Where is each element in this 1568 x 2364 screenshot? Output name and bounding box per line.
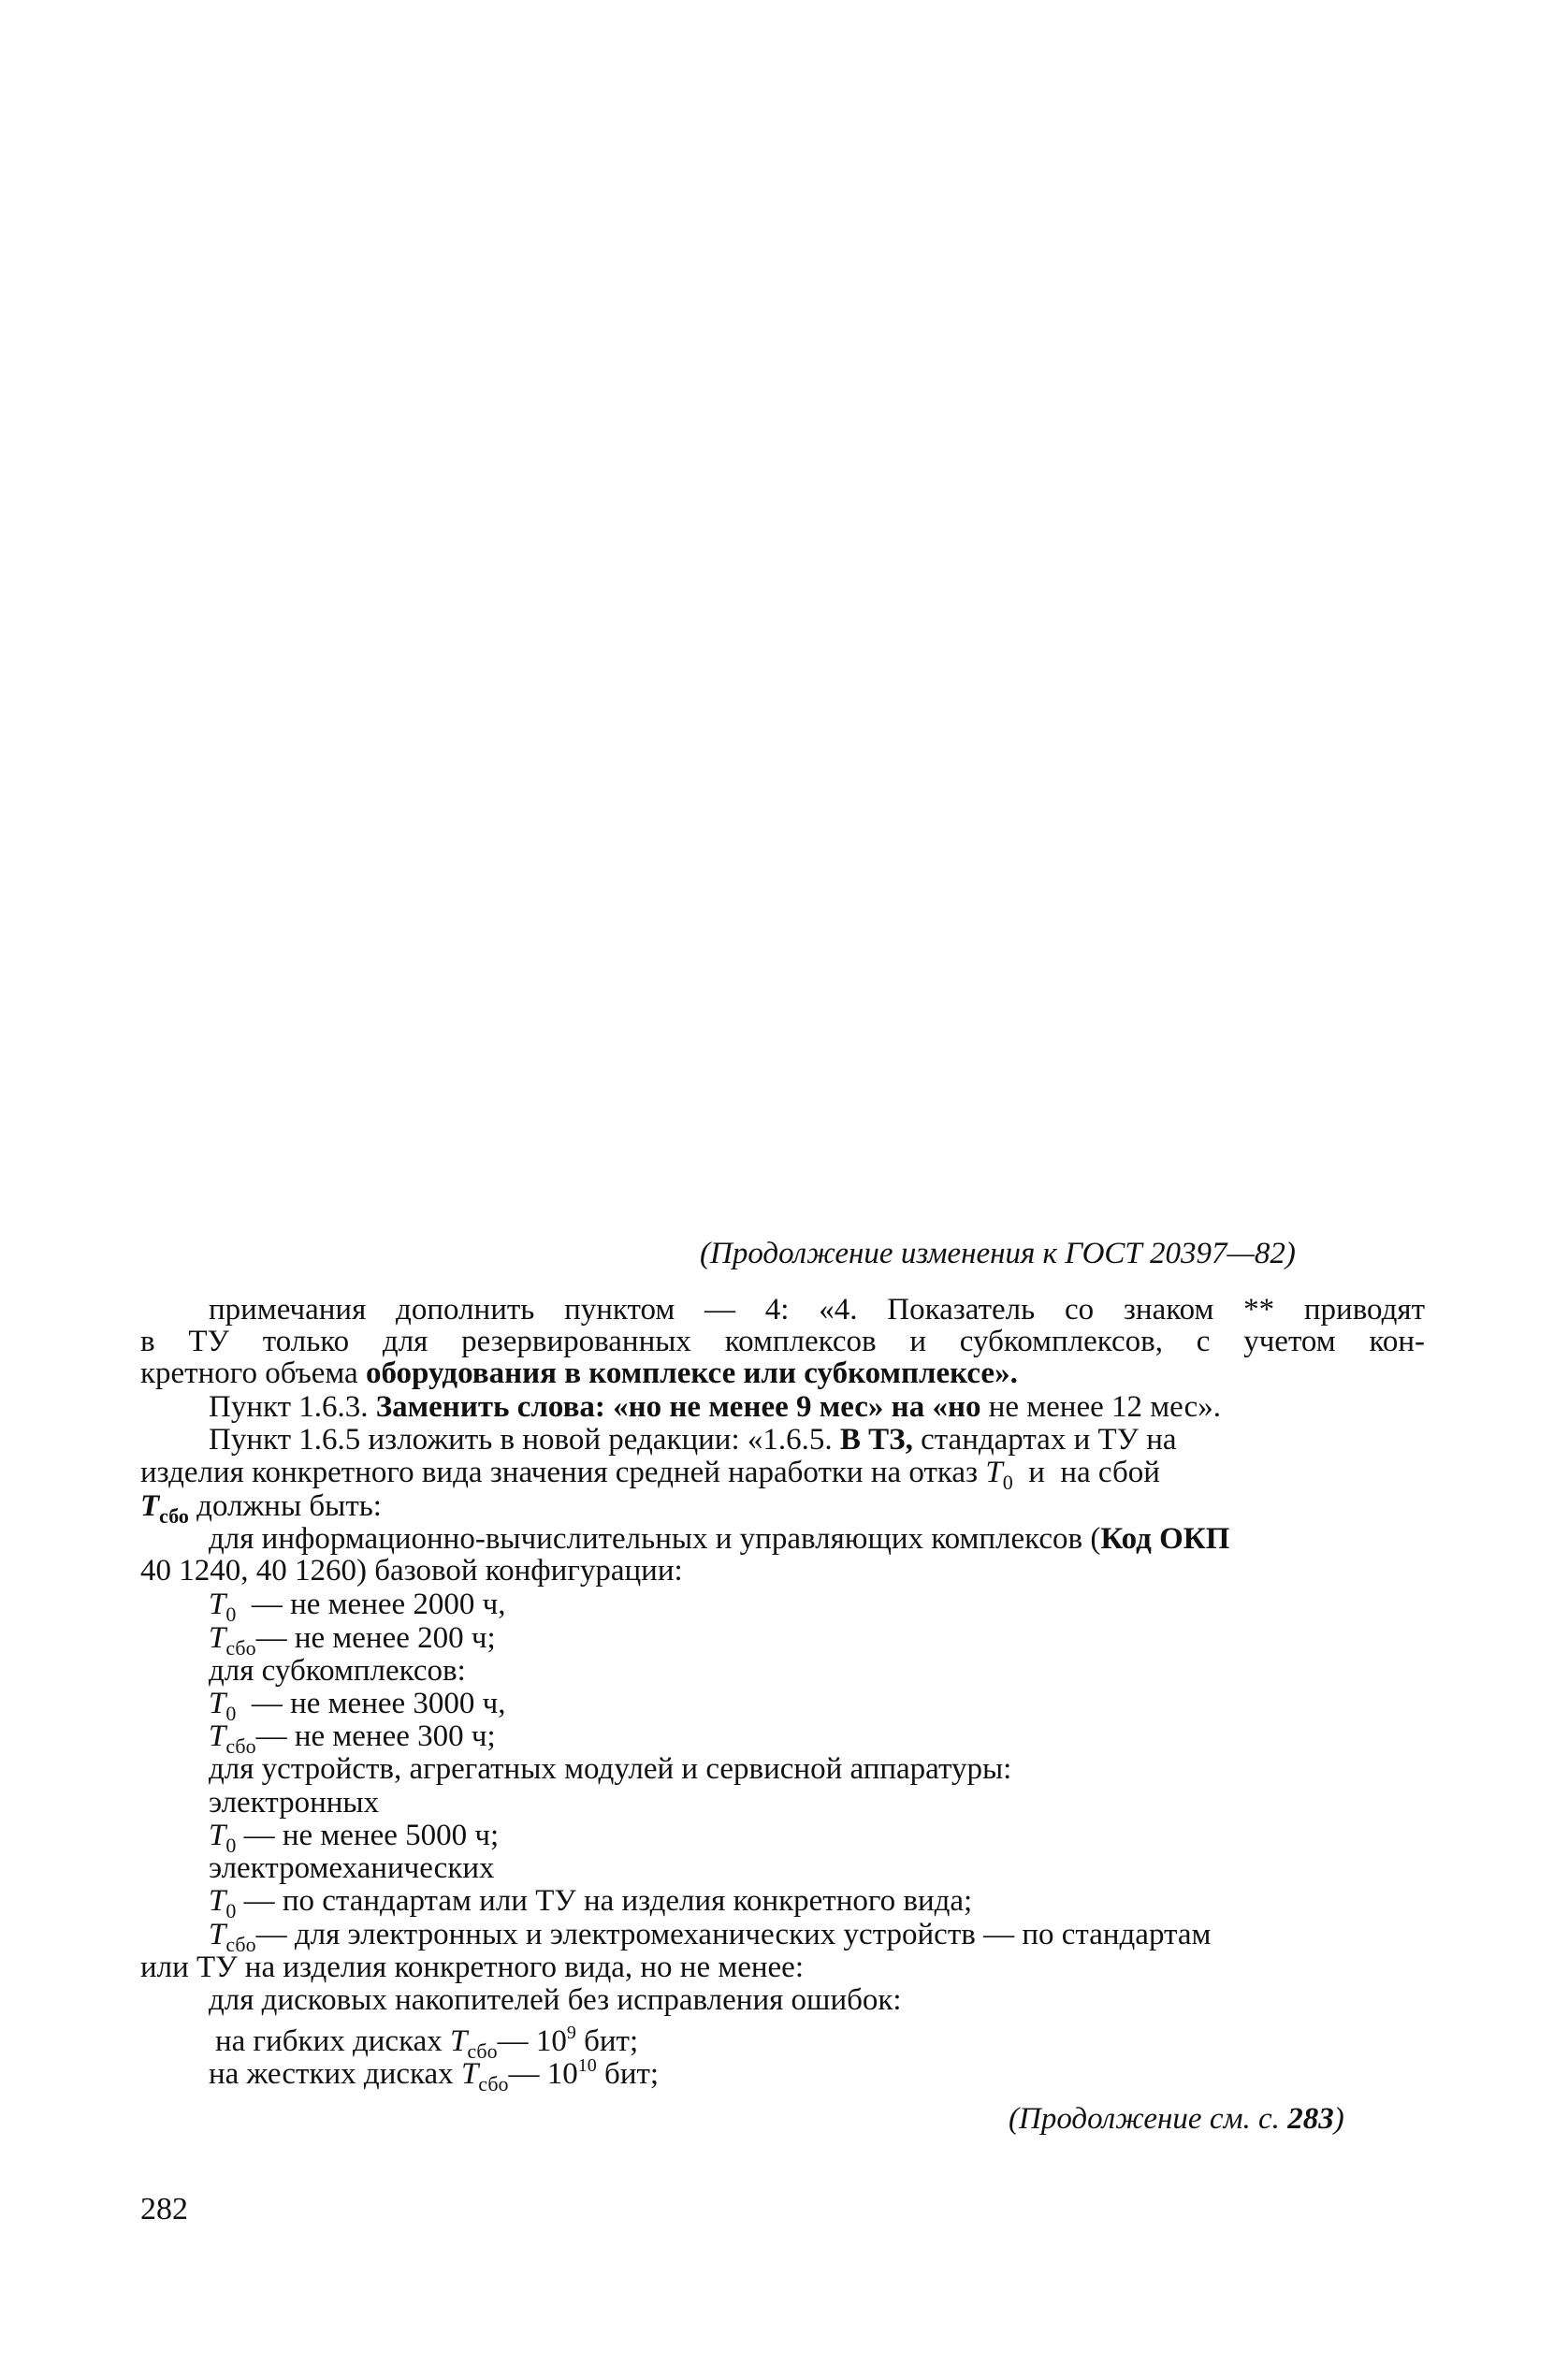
sub-0: 0 — [225, 1603, 237, 1626]
p2-b: Заменить слова: «но не менее 9 мес» на «но — [375, 1390, 981, 1424]
p4-l2: 40 1240, 40 1260) базовой конфигурации: — [140, 1554, 683, 1588]
p2-c: не менее 12 мес». — [980, 1390, 1222, 1424]
sub-0: 0 — [1002, 1471, 1013, 1494]
p1-l1-text: примечания дополнить пунктом — 4: «4. Показатель со знаком ** приводят — [209, 1293, 1425, 1327]
sub-sbo: сбо — [225, 1933, 256, 1956]
flex-exp: 9 — [566, 2023, 576, 2043]
flex-a: на гибких дисках — [215, 2024, 451, 2058]
p1-line3 — [140, 1356, 1018, 1390]
item-tsbo-std2 — [140, 1951, 804, 1984]
footer-a: (Продолжение см. с. — [1009, 2102, 1288, 2136]
t0-5000-text: — не менее 5000 ч; — [243, 1819, 500, 1852]
T-symbol: T — [209, 1621, 226, 1655]
flex-c: бит; — [575, 2024, 639, 2058]
p1-line2 — [140, 1325, 1425, 1358]
t0-std-text: — по стандартам или ТУ на изделия конкретного вида; — [243, 1884, 973, 1918]
p1-l3b: оборудования в комплексе или субкомплексе». — [365, 1356, 1018, 1390]
p3-l2b: на сбой — [1060, 1456, 1160, 1489]
p3-l3: должны быть: — [196, 1489, 382, 1523]
T-symbol: T — [985, 1456, 1003, 1489]
item-electronic — [209, 1786, 379, 1820]
p3-l2a: изделия конкретного вида значения средней наработки на отказ — [140, 1456, 986, 1489]
p3-l1c: стандартах и ТУ на — [912, 1423, 1177, 1457]
footer-c: ) — [1333, 2102, 1344, 2136]
p1-line1 — [209, 1293, 1425, 1327]
T-symbol: T — [140, 1489, 160, 1523]
T-symbol: T — [209, 1918, 226, 1951]
sub-0: 0 — [225, 1834, 237, 1857]
t0-2000-text: — не менее 2000 ч, — [251, 1588, 506, 1621]
tsbo-std-text: — для электронных и электромеханических устройств — по стандартам — [255, 1918, 1212, 1951]
sub-sbo: сбо — [225, 1734, 256, 1758]
sub-header-text: для субкомплексов: — [209, 1654, 466, 1688]
devices-text: для устройств, агрегатных модулей и сервисной аппаратуры: — [209, 1752, 1012, 1786]
p4-line2 — [140, 1554, 683, 1588]
sub-sbo: сбо — [159, 1504, 189, 1528]
page-number-text: 282 — [140, 2192, 188, 2226]
item-devices — [209, 1752, 1011, 1786]
hard-c: бит; — [596, 2057, 660, 2091]
header-text: (Продолжение изменения к ГОСТ 20397—82) — [700, 1237, 1296, 1270]
item-electromech — [209, 1851, 495, 1885]
p4-line1 — [209, 1522, 1229, 1556]
p3-line1 — [209, 1423, 1177, 1457]
flex-b: — 10 — [497, 2024, 567, 2058]
continuation-header — [700, 1237, 1296, 1270]
hard-b: — 10 — [508, 2057, 578, 2091]
T-symbol: T — [209, 1719, 226, 1753]
sub-sbo: сбо — [478, 2072, 509, 2096]
sub-0: 0 — [225, 1702, 237, 1725]
T-symbol: T — [460, 2057, 479, 2091]
item-hard — [209, 2049, 659, 2101]
p3-l1a: Пункт 1.6.5 изложить в новой редакции: «1.6.5. — [209, 1423, 840, 1457]
electronic-text: электронных — [209, 1786, 380, 1820]
p2-line1 — [209, 1390, 1221, 1424]
p1-l3a: кретного объема — [140, 1356, 366, 1390]
disk-text: для дисковых накопителей без исправления ошибок: — [209, 1983, 902, 2017]
item-disk — [209, 1983, 902, 2017]
p4-l1b: Код ОКП — [1100, 1522, 1230, 1556]
T-symbol: T — [209, 1687, 226, 1720]
p2-a: Пункт 1.6.3. — [209, 1390, 376, 1424]
T-symbol: T — [209, 1884, 226, 1918]
sub-sbo: сбо — [467, 2039, 498, 2063]
hard-a: на жестких дисках — [209, 2057, 461, 2091]
p1-l2-text: в ТУ только для резервированных комплексов и субкомплексов, с учетом кон- — [140, 1325, 1425, 1358]
page-number — [140, 2193, 188, 2226]
sub-0: 0 — [225, 1899, 237, 1922]
T-symbol: T — [209, 1588, 226, 1621]
sub-sbo: сбо — [225, 1636, 256, 1660]
footer-page-ref: 283 — [1287, 2102, 1334, 2136]
continuation-footer — [1009, 2102, 1344, 2136]
hard-exp: 10 — [577, 2055, 597, 2076]
item-subcomplex-header — [209, 1654, 466, 1688]
tsbo-std2-text: или ТУ на изделия конкретного вида, но не менее: — [140, 1951, 805, 1984]
tsbo-200-text: — не менее 200 ч; — [255, 1621, 496, 1655]
electromech-text: электромеханических — [209, 1851, 495, 1885]
T-symbol: T — [209, 1819, 226, 1852]
tsbo-300-text: — не менее 300 ч; — [255, 1719, 496, 1753]
p3-line2: изделия конкретного вида значения средней наработки на отказ $T_0$ и на сбой — [140, 1456, 1160, 1494]
T-symbol: T — [450, 2024, 468, 2058]
p4-l1a: для информационно-вычислительных и управляющих комплексов ( — [209, 1522, 1101, 1556]
p3-l1b: В ТЗ, — [839, 1423, 913, 1457]
t0-3000-text: — не менее 3000 ч, — [251, 1687, 506, 1720]
